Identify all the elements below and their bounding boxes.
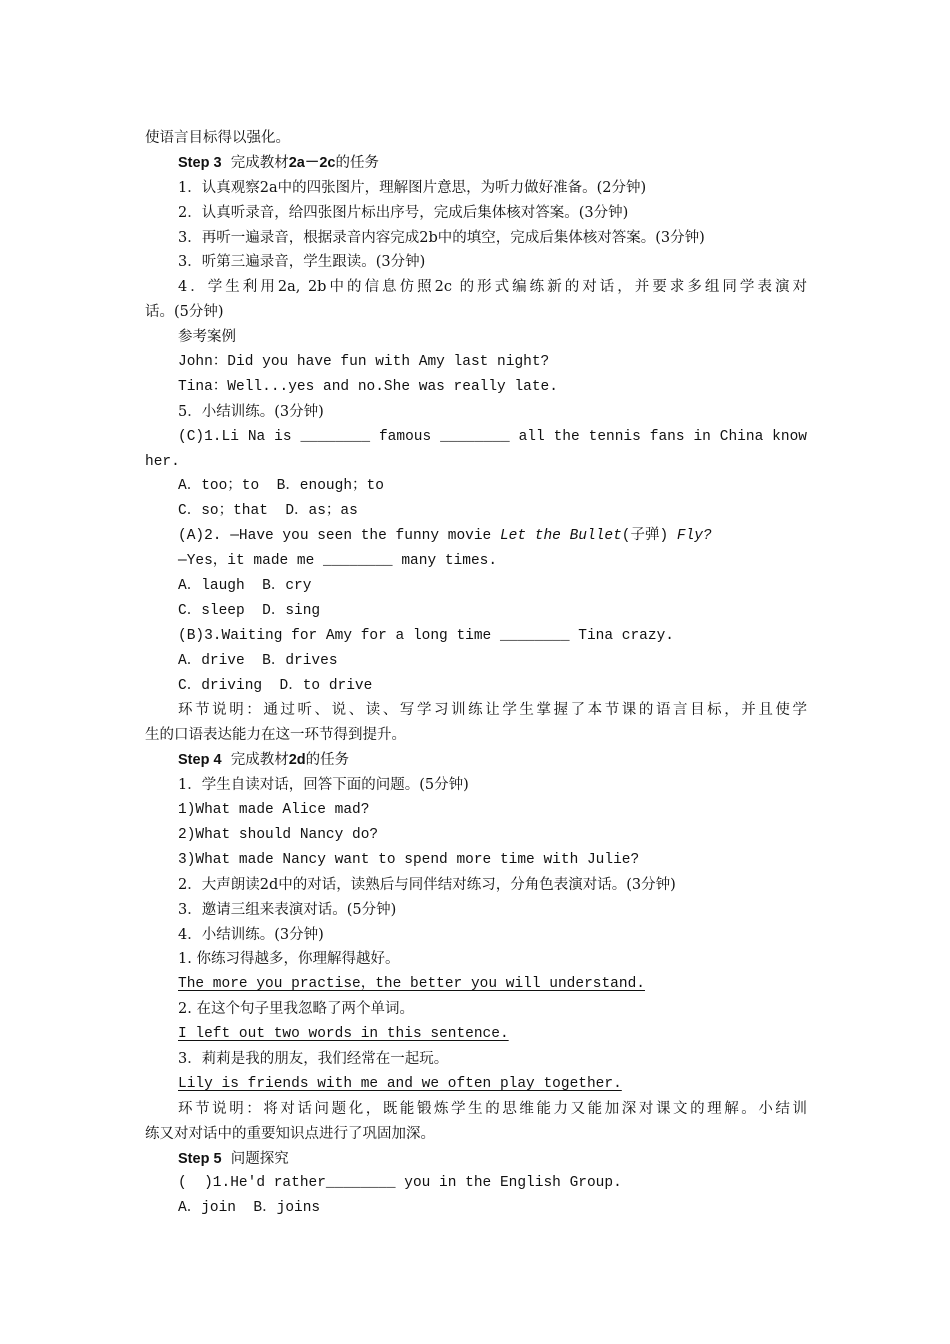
movie-title: Fly? — [676, 528, 712, 545]
heading-text: 完成教材 — [221, 752, 289, 769]
question-line: ( )1.He'd rather________ you in the English Group. — [178, 1175, 622, 1192]
dialogue-line: Tina：Well...yes and no.She was really late. — [178, 378, 558, 395]
text-line: 1. 你练习得越多，你理解得越好。 — [178, 951, 400, 968]
answer-line — [145, 1072, 807, 1097]
dialogue-line: John：Did you have fun with Amy last night? — [178, 354, 550, 371]
heading-code: 2a－2c — [288, 154, 336, 171]
text-line: 1．认真观察2a中的四张图片，理解图片意思，为听力做好准备。(2分钟) — [178, 179, 647, 196]
option-line: A．drive B．drives — [178, 652, 338, 669]
movie-title: Let the Bullet — [499, 528, 622, 545]
question-line: 1)What made Alice mad? — [178, 802, 370, 819]
text-line: 3．听第三遍录音，学生跟读。(3分钟) — [178, 254, 426, 271]
question-text: (A)2. —Have you seen the funny movie — [178, 528, 500, 545]
text-line: 2. 在这个句子里我忽略了两个单词。 — [178, 1001, 414, 1018]
option-line: C．so；that D．as；as — [178, 503, 358, 520]
text-line: 1．学生自读对话，回答下面的问题。(5分钟) — [178, 777, 469, 794]
question-line: 3)What made Nancy want to spend more time with Julie? — [178, 851, 640, 868]
heading-text: 的任务 — [305, 752, 350, 769]
option-line: C．sleep D．sing — [178, 602, 321, 619]
question-line: her. — [145, 453, 180, 470]
text-line: 话。(5分钟) — [145, 304, 224, 321]
document-body — [145, 126, 807, 1221]
question-line — [145, 524, 807, 549]
text-line: 3．邀请三组来表演对话。(5分钟) — [178, 901, 397, 918]
answer-line — [145, 972, 807, 997]
text-line: 环节说明：将对话问题化，既能锻炼学生的思维能力又能加深对课文的理解。小结训 — [178, 1100, 807, 1117]
step-label: Step 4 — [178, 752, 222, 769]
question-line: (B)3.Waiting for Amy for a long time ________ Tina crazy. — [178, 627, 674, 644]
text-line: 5．小结训练。(3分钟) — [178, 403, 324, 420]
underlined-answer: The more you practise，the better you will understand. — [178, 976, 645, 993]
step-label: Step 5 — [178, 1150, 222, 1167]
step-5-heading — [145, 1147, 807, 1172]
option-line: C．driving D．to drive — [178, 677, 373, 694]
answer-line — [145, 1022, 807, 1047]
option-line: A．too；to B．enough；to — [178, 478, 384, 495]
text-line: 4．小结训练。(3分钟) — [178, 926, 324, 943]
text-line: 2．认真听录音，给四张图片标出序号，完成后集体核对答案。(3分钟) — [178, 204, 629, 221]
text-line: 环节说明：通过听、说、读、写学习训练让学生掌握了本节课的语言目标，并且使学 — [178, 702, 807, 719]
step-label: Step 3 — [178, 154, 222, 171]
text-line: 4．学生利用2a, 2b中的信息仿照2c 的形式编练新的对话，并要求多组同学表演对 — [178, 279, 807, 296]
text-line: 使语言目标得以强化。 — [145, 130, 290, 146]
underlined-answer: I left out two words in this sentence. — [178, 1026, 509, 1043]
text-line: 练又对对话中的重要知识点进行了巩固加深。 — [145, 1125, 435, 1142]
text-line: 3．莉莉是我的朋友，我们经常在一起玩。 — [178, 1050, 449, 1067]
text-line: 3．再听一遍录音，根据录音内容完成2b中的填空，完成后集体核对答案。(3分钟) — [178, 229, 705, 246]
text-line: 生的口语表达能力在这一环节得到提升。 — [145, 727, 406, 744]
text-line: 参考案例 — [178, 329, 236, 346]
question-text: (子弹) — [621, 528, 677, 545]
option-line: A．laugh B．cry — [178, 578, 312, 595]
step-3-heading — [145, 151, 807, 176]
question-line: —Yes，it made me ________ many times. — [178, 553, 498, 570]
question-line: (C)1.Li Na is ________ famous ________ all the tennis fans in China know — [178, 428, 807, 445]
heading-code: 2d — [288, 752, 306, 769]
heading-text: 的任务 — [335, 154, 379, 171]
heading-text: 问题探究 — [221, 1150, 289, 1167]
underlined-answer: Lily is friends with me and we often play together. — [178, 1075, 622, 1092]
step-4-heading — [145, 748, 807, 773]
question-line: 2)What should Nancy do? — [178, 826, 379, 843]
option-line: A．join B．joins — [178, 1200, 321, 1217]
text-line: 2．大声朗读2d中的对话，读熟后与同伴结对练习，分角色表演对话。(3分钟) — [178, 876, 676, 893]
heading-text: 完成教材 — [221, 154, 289, 171]
